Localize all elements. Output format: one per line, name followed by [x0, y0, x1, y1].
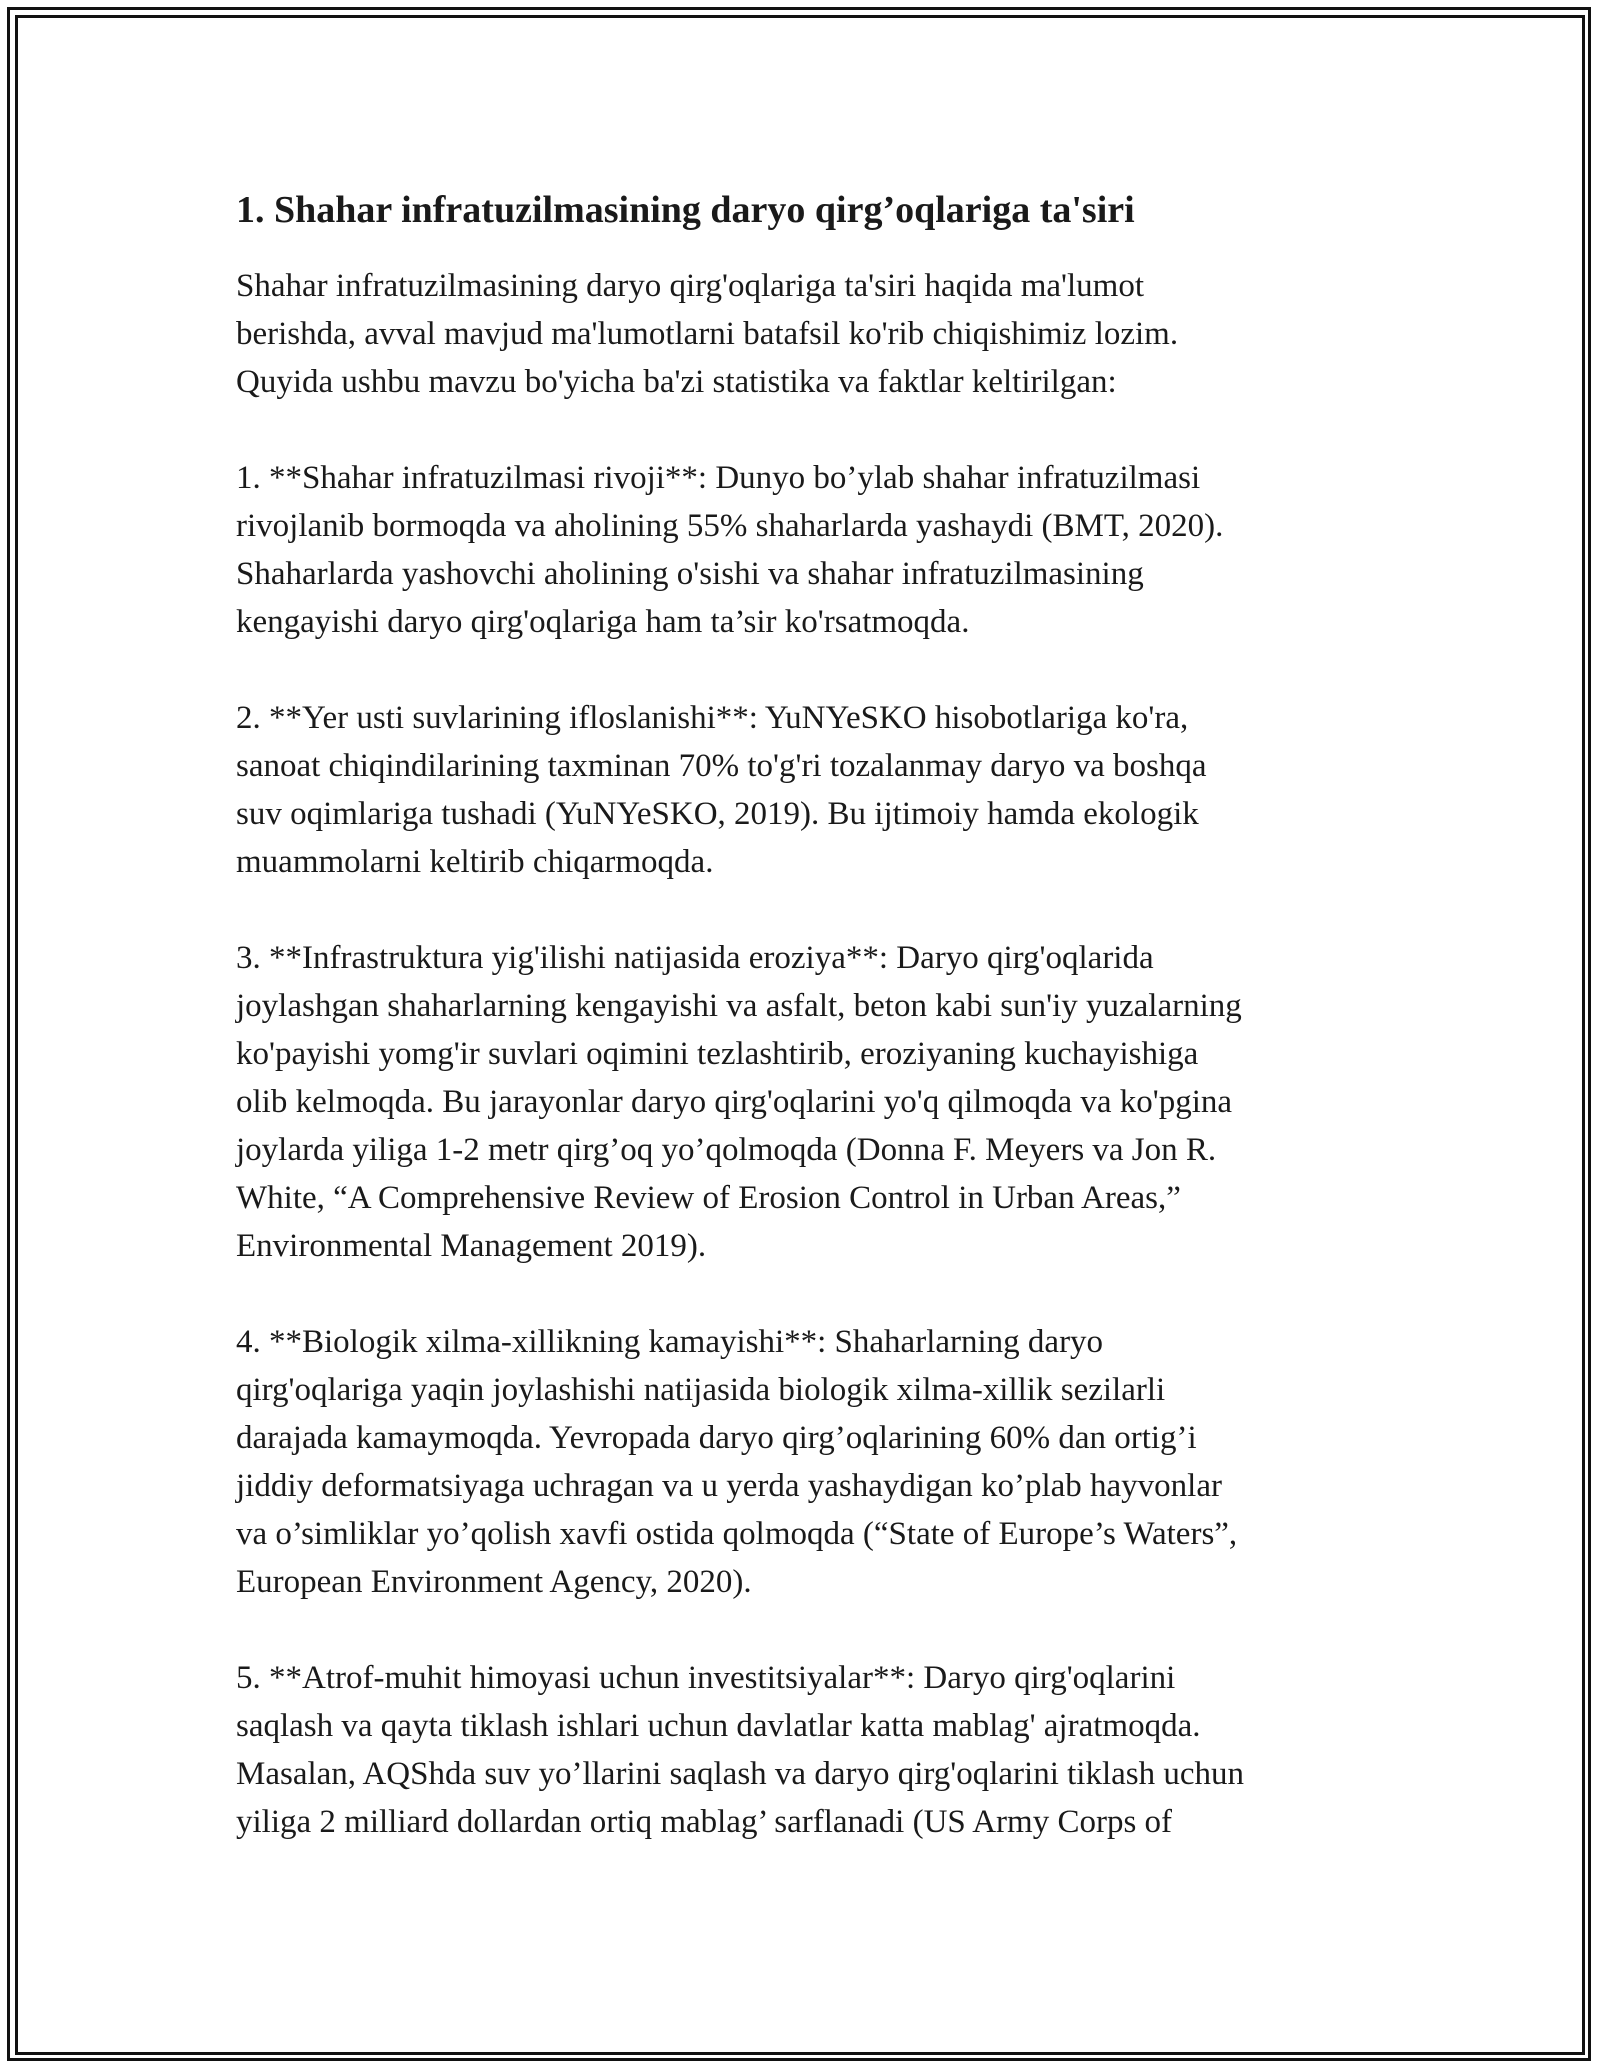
section-heading: 1. Shahar infratuzilmasining daryo qirg’oqlariga ta'siri: [236, 189, 1135, 231]
list-item-4: 4. **Biologik xilma-xillikning kamayishi**: Shaharlarning daryo qirg'oqlariga yaqin joylashishi natijasida biologik xilma-xillik sezilarli darajada kamaymoqda. Yevropada daryo qirg’oqlarining 60% dan ortig’i jiddiy deformatsiyaga uchragan va u yerda yashaydigan ko’plab hayvonlar va o’simliklar yo’qolish xavfi ostida qolmoqda (“State of Europe’s Waters”, European Environment Agency, 2020).: [236, 1324, 1238, 1600]
list-item-5: 5. **Atrof-muhit himoyasi uchun investitsiyalar**: Daryo qirg'oqlarini saqlash va qayta tiklash ishlari uchun davlatlar katta mablag' ajratmoqda. Masalan, AQShda suv yo’llarini saqlash va daryo qirg'oqlarini tiklash uchun yiliga 2 milliard dollardan ortiq mablag’ sarflanadi (US Army Corps of: [236, 1660, 1244, 1840]
list-item-2: 2. **Yer usti suvlarining ifloslanishi**: YuNYeSKO hisobotlariga ko'ra, sanoat chiqindilarining taxminan 70% to'g'ri tozalanmay daryo va boshqa suv oqimlariga tushadi (YuNYeSKO, 2019). Bu ijtimoiy hamda ekologik muammolarni keltirib chiqarmoqda.: [236, 700, 1207, 880]
list-item-3: 3. **Infrastruktura yig'ilishi natijasida eroziya**: Daryo qirg'oqlarida joylashgan shaharlarning kengayishi va asfalt, beton kabi sun'iy yuzalarning ko'payishi yomg'ir suvlari oqimini tezlashtirib, eroziyaning kuchayishiga olib kelmoqda. Bu jarayonlar daryo qirg'oqlarini yo'q qilmoqda va ko'pgina joylarda yiliga 1-2 metr qirg’oq yo’qolmoqda (Donna F. Meyers va Jon R. White, “A Comprehensive Review of Erosion Control in Urban Areas,” Environmental Management 2019).: [236, 940, 1242, 1264]
document-body: [236, 186, 1364, 1894]
list-item-1: 1. **Shahar infratuzilmasi rivoji**: Dunyo bo’ylab shahar infratuzilmasi rivojlanib bormoqda va aholining 55% shaharlarda yashaydi (BMT, 2020). Shaharlarda yashovchi aholining o'sishi va shahar infratuzilmasining kengayishi daryo qirg'oqlariga ham ta’sir ko'rsatmoqda.: [236, 460, 1224, 640]
intro-paragraph: Shahar infratuzilmasining daryo qirg'oqlariga ta'siri haqida ma'lumot berishda, avval mavjud ma'lumotlarni batafsil ko'rib chiqishimiz lozim. Quyida ushbu mavzu bo'yicha ba'zi statistika va faktlar keltirilgan:: [236, 268, 1179, 400]
